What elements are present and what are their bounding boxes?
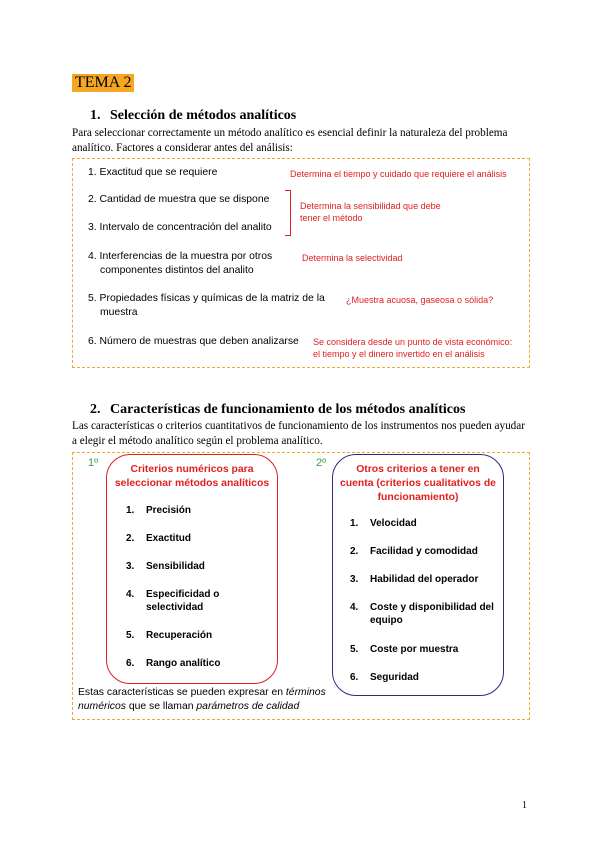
numeric-item-6-number: 6.: [126, 658, 135, 669]
note-italic-3: parámetros de calidad: [196, 701, 300, 712]
qualitative-item-5-number: 5.: [350, 644, 359, 655]
qualitative-item-6-number: 6.: [350, 672, 359, 683]
note-6-line1: Se considera desde un punto de vista económico:: [313, 337, 513, 347]
page-number: 1: [522, 800, 527, 811]
numeric-criteria-title-line2: seleccionar métodos analíticos: [114, 478, 270, 489]
factor-5-line1: 5. Propiedades físicas y químicas de la matriz de la: [88, 293, 325, 304]
section1-number: 1.: [90, 108, 101, 123]
numeric-item-1: [126, 504, 191, 517]
qualitative-item-6-label: Seguridad: [370, 672, 419, 683]
note-text-2: que se llaman: [125, 701, 197, 712]
numeric-criteria-title-line1: Criterios numéricos para: [130, 464, 254, 475]
note-2-3: [300, 200, 441, 224]
factor-5-line2: muestra: [100, 307, 138, 318]
qualitative-item-2-label: Facilidad y comodidad: [370, 546, 478, 557]
note-italic-1: términos: [285, 687, 326, 698]
factor-5: [88, 292, 325, 320]
qualitative-item-1-label: Velocidad: [370, 518, 417, 529]
qualitative-item-5-label: Coste por muestra: [370, 644, 459, 655]
bracket: [285, 190, 291, 236]
marker-first: 1º: [88, 457, 99, 469]
numeric-item-5-label: Recuperación: [146, 630, 213, 641]
section1-title: Selección de métodos analíticos: [110, 108, 297, 123]
numeric-item-4-label-line2: selectividad: [146, 602, 204, 613]
note-italic-2: numéricos: [78, 701, 126, 712]
section2-intro-line1: Las características o criterios cuantitativos de funcionamiento de los instrumentos nos pueden ayudar: [72, 420, 525, 432]
numeric-item-5-number: 5.: [126, 630, 135, 641]
factor-4: [88, 250, 272, 278]
qualitative-criteria-title: [333, 463, 503, 505]
section1-intro-line2: analítico. Factores a considerar antes del análisis:: [72, 142, 293, 154]
qualitative-item-5: [350, 643, 458, 656]
qualitative-item-2-number: 2.: [350, 546, 359, 557]
qualitative-criteria-title-line3: funcionamiento): [377, 492, 459, 503]
qualitative-item-1: [350, 517, 417, 530]
numeric-criteria-title: [107, 463, 277, 491]
marker-second: 2º: [316, 457, 327, 469]
qualitative-item-3-label: Habilidad del operador: [370, 574, 479, 585]
factor-1: 1. Exactitud que se requiere: [88, 167, 218, 178]
numeric-item-6-label: Rango analítico: [146, 658, 221, 669]
numeric-item-5: [126, 629, 212, 642]
section1-intro-line1: Para seleccionar correctamente un método analítico es esencial definir la naturaleza del problema: [72, 127, 508, 139]
tema-title: TEMA 2: [72, 74, 134, 92]
section2-number: 2.: [90, 402, 101, 417]
section2-heading: [90, 402, 465, 418]
numeric-item-3-label: Sensibilidad: [146, 561, 205, 572]
factor-3: 3. Intervalo de concentración del analito: [88, 222, 272, 233]
qualitative-item-3-number: 3.: [350, 574, 359, 585]
qualitative-criteria-title-line1: Otros criterios a tener en: [356, 464, 480, 475]
qualitative-item-6: [350, 671, 419, 684]
numeric-item-6: [126, 657, 220, 670]
section2-title: Características de funcionamiento de los métodos analíticos: [110, 402, 466, 417]
numeric-item-1-number: 1.: [126, 505, 135, 516]
qualitative-item-1-number: 1.: [350, 518, 359, 529]
numeric-item-2-number: 2.: [126, 533, 135, 544]
section2-intro-line2: a elegir el método analítico según el problema analítico.: [72, 435, 323, 447]
numeric-item-3-number: 3.: [126, 561, 135, 572]
numeric-item-3: [126, 560, 205, 573]
factor-2: 2. Cantidad de muestra que se dispone: [88, 194, 270, 205]
quality-parameters-note: [78, 686, 328, 714]
note-5: ¿Muestra acuosa, gaseosa o sólida?: [346, 295, 494, 305]
numeric-item-4-number: 4.: [126, 589, 135, 600]
numeric-item-4: [126, 588, 219, 614]
qualitative-item-4: [350, 601, 494, 627]
qualitative-item-4-label: Coste y disponibilidad del: [370, 602, 494, 613]
section1-intro: [72, 126, 528, 156]
note-1: Determina el tiempo y cuidado que requiere el análisis: [290, 169, 507, 179]
note-4: Determina la selectividad: [302, 253, 403, 263]
qualitative-item-4-number: 4.: [350, 602, 359, 613]
note-2-3-line2: tener el método: [300, 213, 363, 223]
note-text-1: Estas características se pueden expresar en: [78, 687, 286, 698]
section2-intro: [72, 419, 528, 449]
note-6-line2: el tiempo y el dinero invertido en el análisis: [313, 349, 485, 359]
numeric-item-1-label: Precisión: [146, 505, 192, 516]
numeric-item-2-label: Exactitud: [146, 533, 192, 544]
note-2-3-line1: Determina la sensibilidad que debe: [300, 201, 441, 211]
qualitative-item-2: [350, 545, 478, 558]
numeric-item-4-label: Especificidad o: [146, 589, 220, 600]
qualitative-item-4-label-line2: equipo: [370, 615, 403, 626]
factor-4-line1: 4. Interferencias de la muestra por otros: [88, 251, 273, 262]
factor-4-line2: componentes distintos del analito: [100, 265, 254, 276]
qualitative-item-3: [350, 573, 478, 586]
factor-6: 6. Número de muestras que deben analizarse: [88, 336, 299, 347]
numeric-item-2: [126, 532, 191, 545]
section1-heading: [90, 108, 296, 124]
qualitative-criteria-title-line2: cuenta (criterios cualitativos de: [340, 478, 496, 489]
note-6: [313, 336, 512, 360]
